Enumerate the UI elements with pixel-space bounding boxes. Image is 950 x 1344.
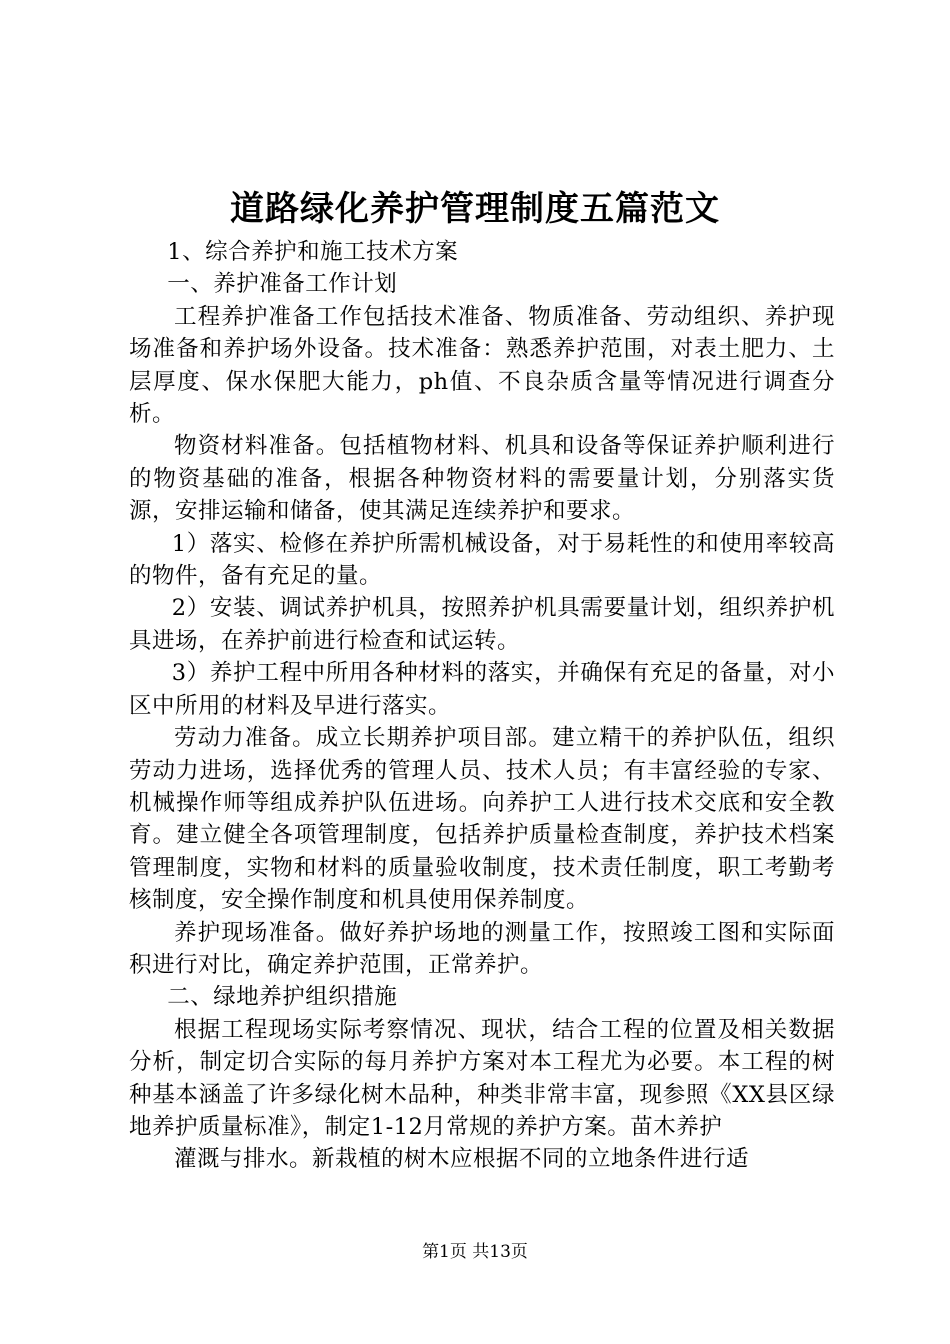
paragraph-tech-prep: 工程养护准备工作包括技术准备、物质准备、劳动组织、养护现场准备和养护场外设备。技术准备：熟悉养护范围，对表土肥力、土层厚度、保水保肥大能力，ph值、不良杂质含量等情况进行调查分析。 [129,303,835,428]
paragraph-maintenance-plan: 根据工程现场实际考察情况、现状，结合工程的位置及相关数据分析，制定切合实际的每月养护方案对本工程尤为必要。本工程的树种基本涵盖了许多绿化树木品种，种类非常丰富，现参照《XX县区绿地养护质量标准》，制定1-12月常规的养护方案。苗木养护 [129,1016,835,1140]
heading-org-measures: 二、绿地养护组织措施 [167,984,398,1011]
paragraph-site-prep: 养护现场准备。做好养护场地的测量工作，按照竣工图和实际面积进行对比，确定养护范围，正常养护。 [129,919,835,978]
paragraph-item-1: 1）落实、检修在养护所需机械设备，对于易耗性的和使用率较高的物件，备有充足的量。 [129,530,835,590]
paragraph-material-prep: 物资材料准备。包括植物材料、机具和设备等保证养护顺利进行的物资基础的准备，根据各种物资材料的需要量计划，分别落实货源，安排运输和储备，使其满足连续养护和要求。 [129,433,835,525]
paragraph-labor-prep: 劳动力准备。成立长期养护项目部。建立精干的养护队伍，组织劳动力进场，选择优秀的管理人员、技术人员；有丰富经验的专家、机械操作师等组成养护队伍进场。向养护工人进行技术交底和安全教育。建立健全各项管理制度，包括养护质量检查制度，养护技术档案管理制度，实物和材料的质量验收制度，技术责任制度，职工考勤考核制度，安全操作制度和机具使用保养制度。 [129,725,835,914]
document-body [129,236,835,1176]
paragraph-item-3: 3）养护工程中所用各种材料的落实，并确保有充足的备量，对小区中所用的材料及早进行落实。 [129,660,835,719]
paragraph-section-1: 1、综合养护和施工技术方案 [167,239,459,265]
page-number: 第1页 共13页 [422,1242,528,1262]
paragraph-irrigation: 灌溉与排水。新栽植的树木应根据不同的立地条件进行适 [174,1146,750,1173]
document-title: 道路绿化养护管理制度五篇范文 [230,189,720,229]
paragraph-item-2: 2）安装、调试养护机具，按照养护机具需要量计划，组织养护机具进场，在养护前进行检查和试运转。 [129,595,835,654]
heading-prep-plan: 一、养护准备工作计划 [167,271,398,298]
